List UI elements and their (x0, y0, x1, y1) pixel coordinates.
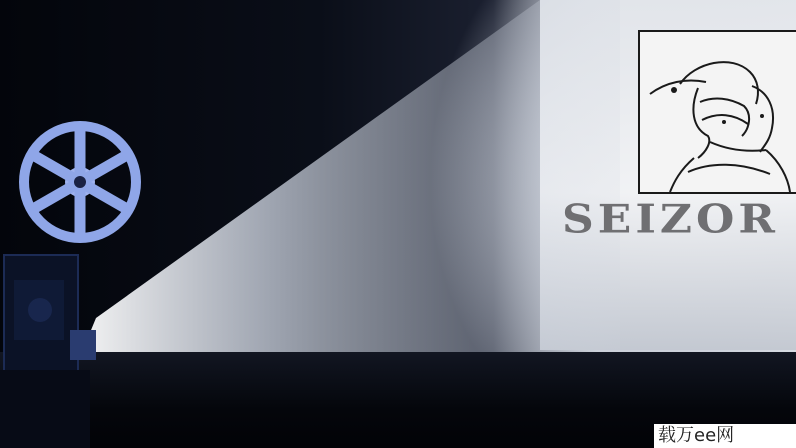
silhouette-logo-icon (640, 32, 796, 192)
projector-icon (0, 0, 160, 448)
poster-logo-frame (638, 30, 796, 194)
film-reel-icon (24, 126, 136, 238)
poster-title: SEIZOR (562, 196, 779, 243)
watermark: 载万ee网 (654, 424, 796, 448)
